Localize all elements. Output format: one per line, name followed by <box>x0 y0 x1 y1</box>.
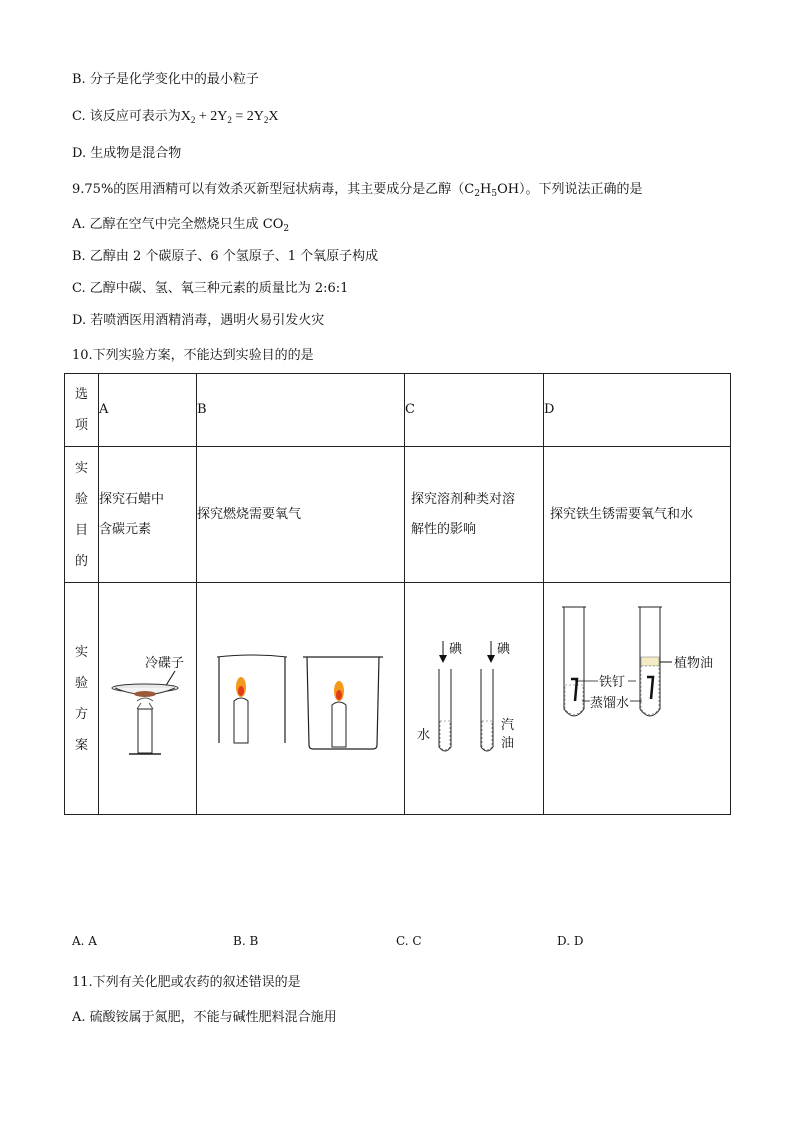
water-label: 水 <box>417 728 431 743</box>
iodine-label-2: 碘 <box>497 642 511 657</box>
distilled-water-label: 蒸馏水 <box>590 696 630 711</box>
q11-option-a: A. 硫酸铵属于氮肥，不能与碱性肥料混合施用 <box>72 1010 337 1025</box>
q10-choice-b: B. B <box>233 934 259 948</box>
column-header-a: A <box>99 374 197 447</box>
purpose-label-cell: 实 验 目 的 <box>65 447 99 583</box>
scheme-c-diagram-cell <box>405 583 544 815</box>
iron-nail-label: 铁钉 <box>599 675 626 690</box>
q10-choice-a: A. A <box>72 934 97 948</box>
q9-stem: 9.75%的医用酒精可以有效杀灭新型冠状病毒，其主要成分是乙醇$(C_2H_5OH)$。下列说法正确的是 <box>72 182 643 199</box>
candles-in-beakers-diagram <box>197 583 404 810</box>
reaction-equation: $X_2 + 2Y_2 = 2Y_2X$ <box>180 109 279 125</box>
purpose-b: 探究燃烧需要氧气 <box>197 447 405 583</box>
q8-option-b: B. 分子是化学变化中的最小粒子 <box>72 72 259 87</box>
vegetable-oil-label: 植物油 <box>674 656 714 671</box>
q10-choice-c: C. C <box>396 934 422 948</box>
table-row <box>65 374 731 447</box>
column-header-b: B <box>197 374 405 447</box>
q9-option-d: D. 若喷洒医用酒精消毒，遇明火易引发火灾 <box>72 313 325 328</box>
purpose-a: 探究石蜡中 含碳元素 <box>99 447 197 583</box>
q10-stem: 10.下列实验方案，不能达到实验目的的是 <box>72 348 314 363</box>
column-header-c: C <box>405 374 544 447</box>
scheme-label-cell: 实 验 方 案 <box>65 583 99 815</box>
table-row <box>65 583 731 815</box>
cold-dish-label: 冷碟子 <box>145 656 185 671</box>
table-row <box>65 447 731 583</box>
candle-cold-dish-diagram <box>99 583 196 810</box>
purpose-c: 探究溶剂种类对溶 解性的影响 <box>405 447 544 583</box>
q11-stem: 11.下列有关化肥或农药的叙述错误的是 <box>72 975 301 990</box>
experiment-table <box>64 373 731 815</box>
scheme-d-diagram-cell <box>544 583 731 815</box>
iodine-test-tubes-diagram <box>405 583 543 810</box>
scheme-b-diagram-cell <box>197 583 405 815</box>
iron-rust-diagram <box>544 583 730 810</box>
q8-option-c-prefix: C. 该反应可表示为 <box>72 109 181 124</box>
q8-option-d: D. 生成物是混合物 <box>72 146 182 161</box>
gasoline-label-1: 汽 <box>501 718 515 733</box>
q8-option-c <box>72 105 279 125</box>
q9-option-c: C. 乙醇中碳、氢、氧三种元素的质量比为 2:6:1 <box>72 281 349 296</box>
column-header-d: D <box>544 374 731 447</box>
purpose-d: 探究铁生锈需要氧气和水 <box>544 447 731 583</box>
q10-choice-d: D. D <box>557 934 584 948</box>
iodine-label-1: 碘 <box>449 642 463 657</box>
scheme-a-diagram-cell <box>99 583 197 815</box>
q9-option-a: A. 乙醇在空气中完全燃烧只生成 $CO_2$ <box>72 217 290 234</box>
q9-option-b: B. 乙醇由 2 个碳原子、6 个氢原子、1 个氧原子构成 <box>72 249 379 264</box>
header-label-cell: 选 项 <box>65 374 99 447</box>
gasoline-label-2: 油 <box>501 736 515 751</box>
